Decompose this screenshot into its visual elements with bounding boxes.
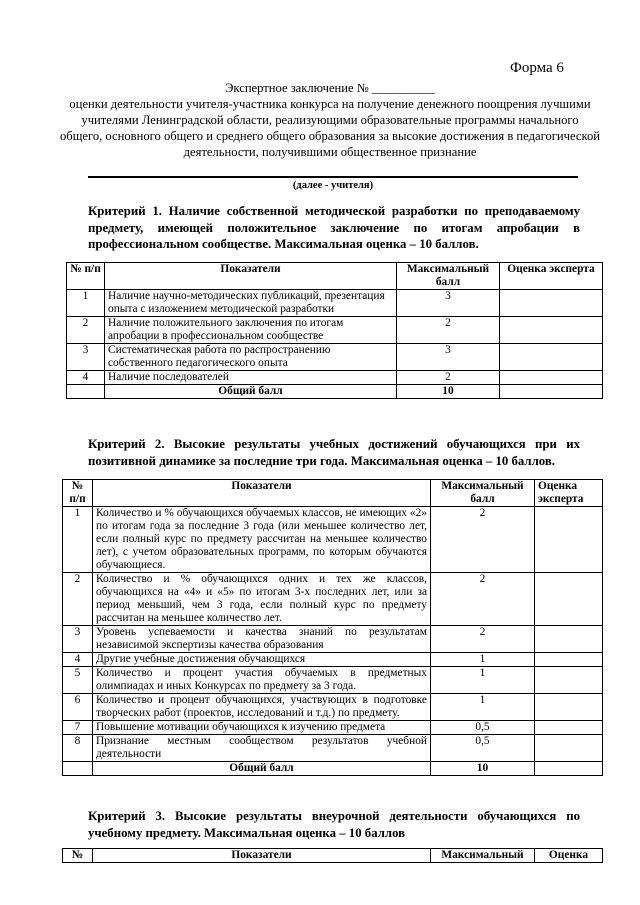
table-row: 8 Признание местным сообществом результатов учебной деятельности 0,5 (63, 735, 603, 762)
header-divider (88, 176, 578, 178)
col-max: Максимальный балл (431, 480, 535, 507)
expert-score-cell[interactable] (535, 694, 603, 721)
expert-score-cell[interactable] (535, 653, 603, 667)
total-row (67, 385, 603, 399)
expert-score-cell[interactable] (535, 735, 603, 762)
teacher-note: (далее - учителя) (292, 180, 374, 191)
expert-score-cell[interactable] (535, 507, 603, 573)
expert-score-cell[interactable] (500, 371, 603, 385)
table-row: 4 Наличие последователей 2 (67, 371, 603, 385)
col-num: № (63, 849, 93, 863)
total-value: 10 (431, 762, 535, 776)
total-label: Общий балл (105, 385, 397, 399)
expert-score-cell[interactable] (500, 290, 603, 317)
total-label: Общий балл (93, 762, 431, 776)
col-indicators: Показатели (105, 263, 397, 290)
table-header-row (63, 480, 603, 507)
table-row: 4 Другие учебные достижения обучающихся 1 (63, 653, 603, 667)
expert-total-cell[interactable] (500, 385, 603, 399)
col-indicators: Показатели (93, 480, 431, 507)
table-row: 3 Уровень успеваемости и качества знаний по результатам независимой экспертизы качества образования 2 (63, 626, 603, 653)
criterion2-table (62, 479, 603, 776)
conclusion-description: оценки деятельности учителя-участника конкурса на получение денежного поощрения лучшими учителями Ленинградской области, реализующими образовательные программы начального общего, основного общего и среднего общего образования за высокие достижения в педагогической деятельности, получившими общественное признание (60, 97, 600, 159)
expert-score-cell[interactable] (500, 344, 603, 371)
expert-score-cell[interactable] (500, 317, 603, 344)
expert-score-cell[interactable] (535, 626, 603, 653)
criterion3-table (62, 848, 603, 863)
table-row: 1 Количество и % обучающихся обучаемых классов, не имеющих «2» по итогам года за последние 3 года (или меньшее количество лет, если полный курс по предмету рассчитан на меньшее количество лет), с учетом образовательных программ, по которым обучаются обучающиеся. 2 (63, 507, 603, 573)
col-num: № п/п (67, 263, 105, 290)
expert-score-cell[interactable] (535, 721, 603, 735)
document-header (60, 80, 600, 160)
table-row: 1 Наличие научно-методических публикаций, презентация опыта с изложением методической разработки 3 (67, 290, 603, 317)
table-header-row (67, 263, 603, 290)
col-num: № п/п (63, 480, 93, 507)
table-row: 3 Систематическая работа по распространению собственного педагогического опыта 3 (67, 344, 603, 371)
table-row: 5 Количество и процент участия обучаемых в предметных олимпиадах и иных Конкурсах по предмету за 3 года. 1 (63, 667, 603, 694)
criterion1-title: Критерий 1. Наличие собственной методической разработки по преподаваемому предмету, имеющей положительное заключение по итогам апробации в профессиональном сообществе. Максимальная оценка – 10 баллов. (88, 204, 580, 251)
expert-score-cell[interactable] (535, 573, 603, 626)
table-row: 7 Повышение мотивации обучающихся к изучению предмета 0,5 (63, 721, 603, 735)
conclusion-title: Экспертное заключение № __________ (225, 81, 435, 95)
expert-total-cell[interactable] (535, 762, 603, 776)
col-max: Максимальный (431, 849, 535, 863)
table-header-row (63, 849, 603, 863)
total-row (63, 762, 603, 776)
criterion3-title: Критерий 3. Высокие результаты внеурочной деятельности обучающихся по учебному предмету. Максимальная оценка – 10 баллов (88, 809, 580, 840)
total-value: 10 (397, 385, 500, 399)
table-row: 2 Количество и % обучающихся одних и тех же классов, обучающихся на «4» и «5» по итогам 3-х последних лет, или за период меньший, чем 3 года, если полный курс по предмету рассчитан на меньшее количество лет. 2 (63, 573, 603, 626)
criterion1-table (66, 262, 603, 399)
col-expert: Оценка (535, 849, 603, 863)
col-expert: Оценка эксперта (500, 263, 603, 290)
criterion2-title: Критерий 2. Высокие результаты учебных достижений обучающихся при их позитивной динамике за последние три года. Максимальная оценка – 10 баллов. (88, 437, 580, 468)
col-indicators: Показатели (93, 849, 431, 863)
table-row: 2 Наличие положительного заключения по итогам апробации в профессиональном сообществе 2 (67, 317, 603, 344)
form-number: Форма 6 (510, 60, 564, 76)
col-max: Максимальный балл (397, 263, 500, 290)
table-row: 6 Количество и процент обучающихся, участвующих в подготовке творческих работ (проектов, исследований и т.д.) по предмету. 1 (63, 694, 603, 721)
col-expert: Оценка эксперта (535, 480, 603, 507)
expert-score-cell[interactable] (535, 667, 603, 694)
